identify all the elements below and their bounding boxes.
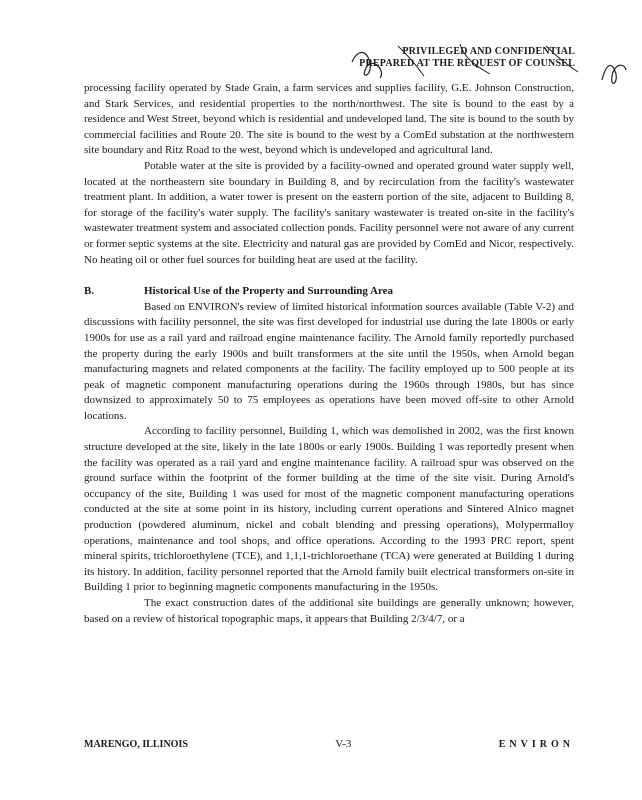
footer-page-number: V-3 [335, 738, 352, 750]
stamp-line-1: PRIVILEGED AND CONFIDENTIAL [402, 46, 575, 57]
footer-brand: ENVIRON [498, 739, 574, 750]
page-footer [84, 738, 574, 750]
section-title: Historical Use of the Property and Surrounding Area [144, 285, 394, 298]
footer-location: MARENGO, ILLINOIS [84, 739, 188, 750]
paragraph-site-history: Based on ENVIRON's review of limited historical information sources available (Table V-2) and discussions with facility personnel, the site was first developed for industrial use during the late 1800s or early 1900s for use as a rail yard and railroad engine maintenance facility. The Arnold family reportedly purchased the property during the early 1900s and built transformers at the site until the 1950s, when Arnold began manufacturing magnets and related components at the facility. The facility employed up to 500 people at its peak of magnetic component manufacturing operations during the 1960s through 1980s, but has since downsized to approximately 50 to 75 employees as operations have been moved off-site to other Arnold locations. [84, 300, 574, 422]
section-number: B. [84, 285, 95, 298]
paragraph-utilities: Potable water at the site is provided by a facility-owned and operated ground water supply well, located at the northeastern site boundary in Building 8, and by recirculation from the facility's wastewater treatment plant. In addition, a water tower is present on the eastern portion of the site, adjacent to Building 8, for storage of the facility's water supply. The facility's sanitary wastewater is treated on-site in the facility's wastewater treatment system and associated collection ponds. Facility personnel were not aware of any current or former septic systems at the site. Electricity and natural gas are provided by ComEd and Nicor, respectively. No heating oil or other fuel sources for building heat are used at the facility. [84, 159, 574, 266]
stamp-line-2: PREPARED AT THE REQUEST OF COUNSEL [359, 58, 575, 69]
section-heading [84, 284, 574, 300]
privileged-confidential-stamp [355, 46, 575, 70]
paragraph-construction-dates: The exact construction dates of the additional site buildings are generally unknown; however, based on a review of historical topographic maps, it appears that Building 2/3/4/7, or a [84, 597, 574, 625]
paragraph-building-1: According to facility personnel, Building 1, which was demolished in 2002, was the first known structure developed at the site, likely in the late 1800s or early 1900s. Building 1 was reportedly present when the facility was operated as a rail yard and engine maintenance facility. A railroad spur was observed on the ground surface within the footprint of the former building at the time of the site visit. During Arnold's occupancy of the site, Building 1 was used for most of the magnetic component manufacturing operations conducted at the site at some point in its history, including current operations and Sintered Alnico magnet production (powdered aluminum, nickel and cobalt blending and pressing operations), Molypermalloy operations, maintenance and tool shops, and office operations. According to the 1993 PRC report, spent mineral spirits, trichloroethylene (TCE), and 1,1,1-trichloroethane (TCA) were generated at Building 1 during its history. In addition, facility personnel reported that the Arnold family built electrical transformers on-site in Building 1 prior to beginning magnetic components manufacturing in the 1950s. [84, 425, 574, 594]
paragraph-surrounding-properties: processing facility operated by Stade Grain, a farm services and supplies facility, G.E. Johnson Construction, and Stark Services, and residential properties to the north/northwest. The site is bound to the east by a residence and West Street, beyond which is residential and undeveloped land. The site is bound to the south by commercial facilities and Route 20. The site is bound to the west by a ComEd substation at the northwestern site boundary and Ritz Road to the west, beyond which is undeveloped and agricultural land. [84, 82, 574, 157]
body-text [84, 81, 574, 627]
